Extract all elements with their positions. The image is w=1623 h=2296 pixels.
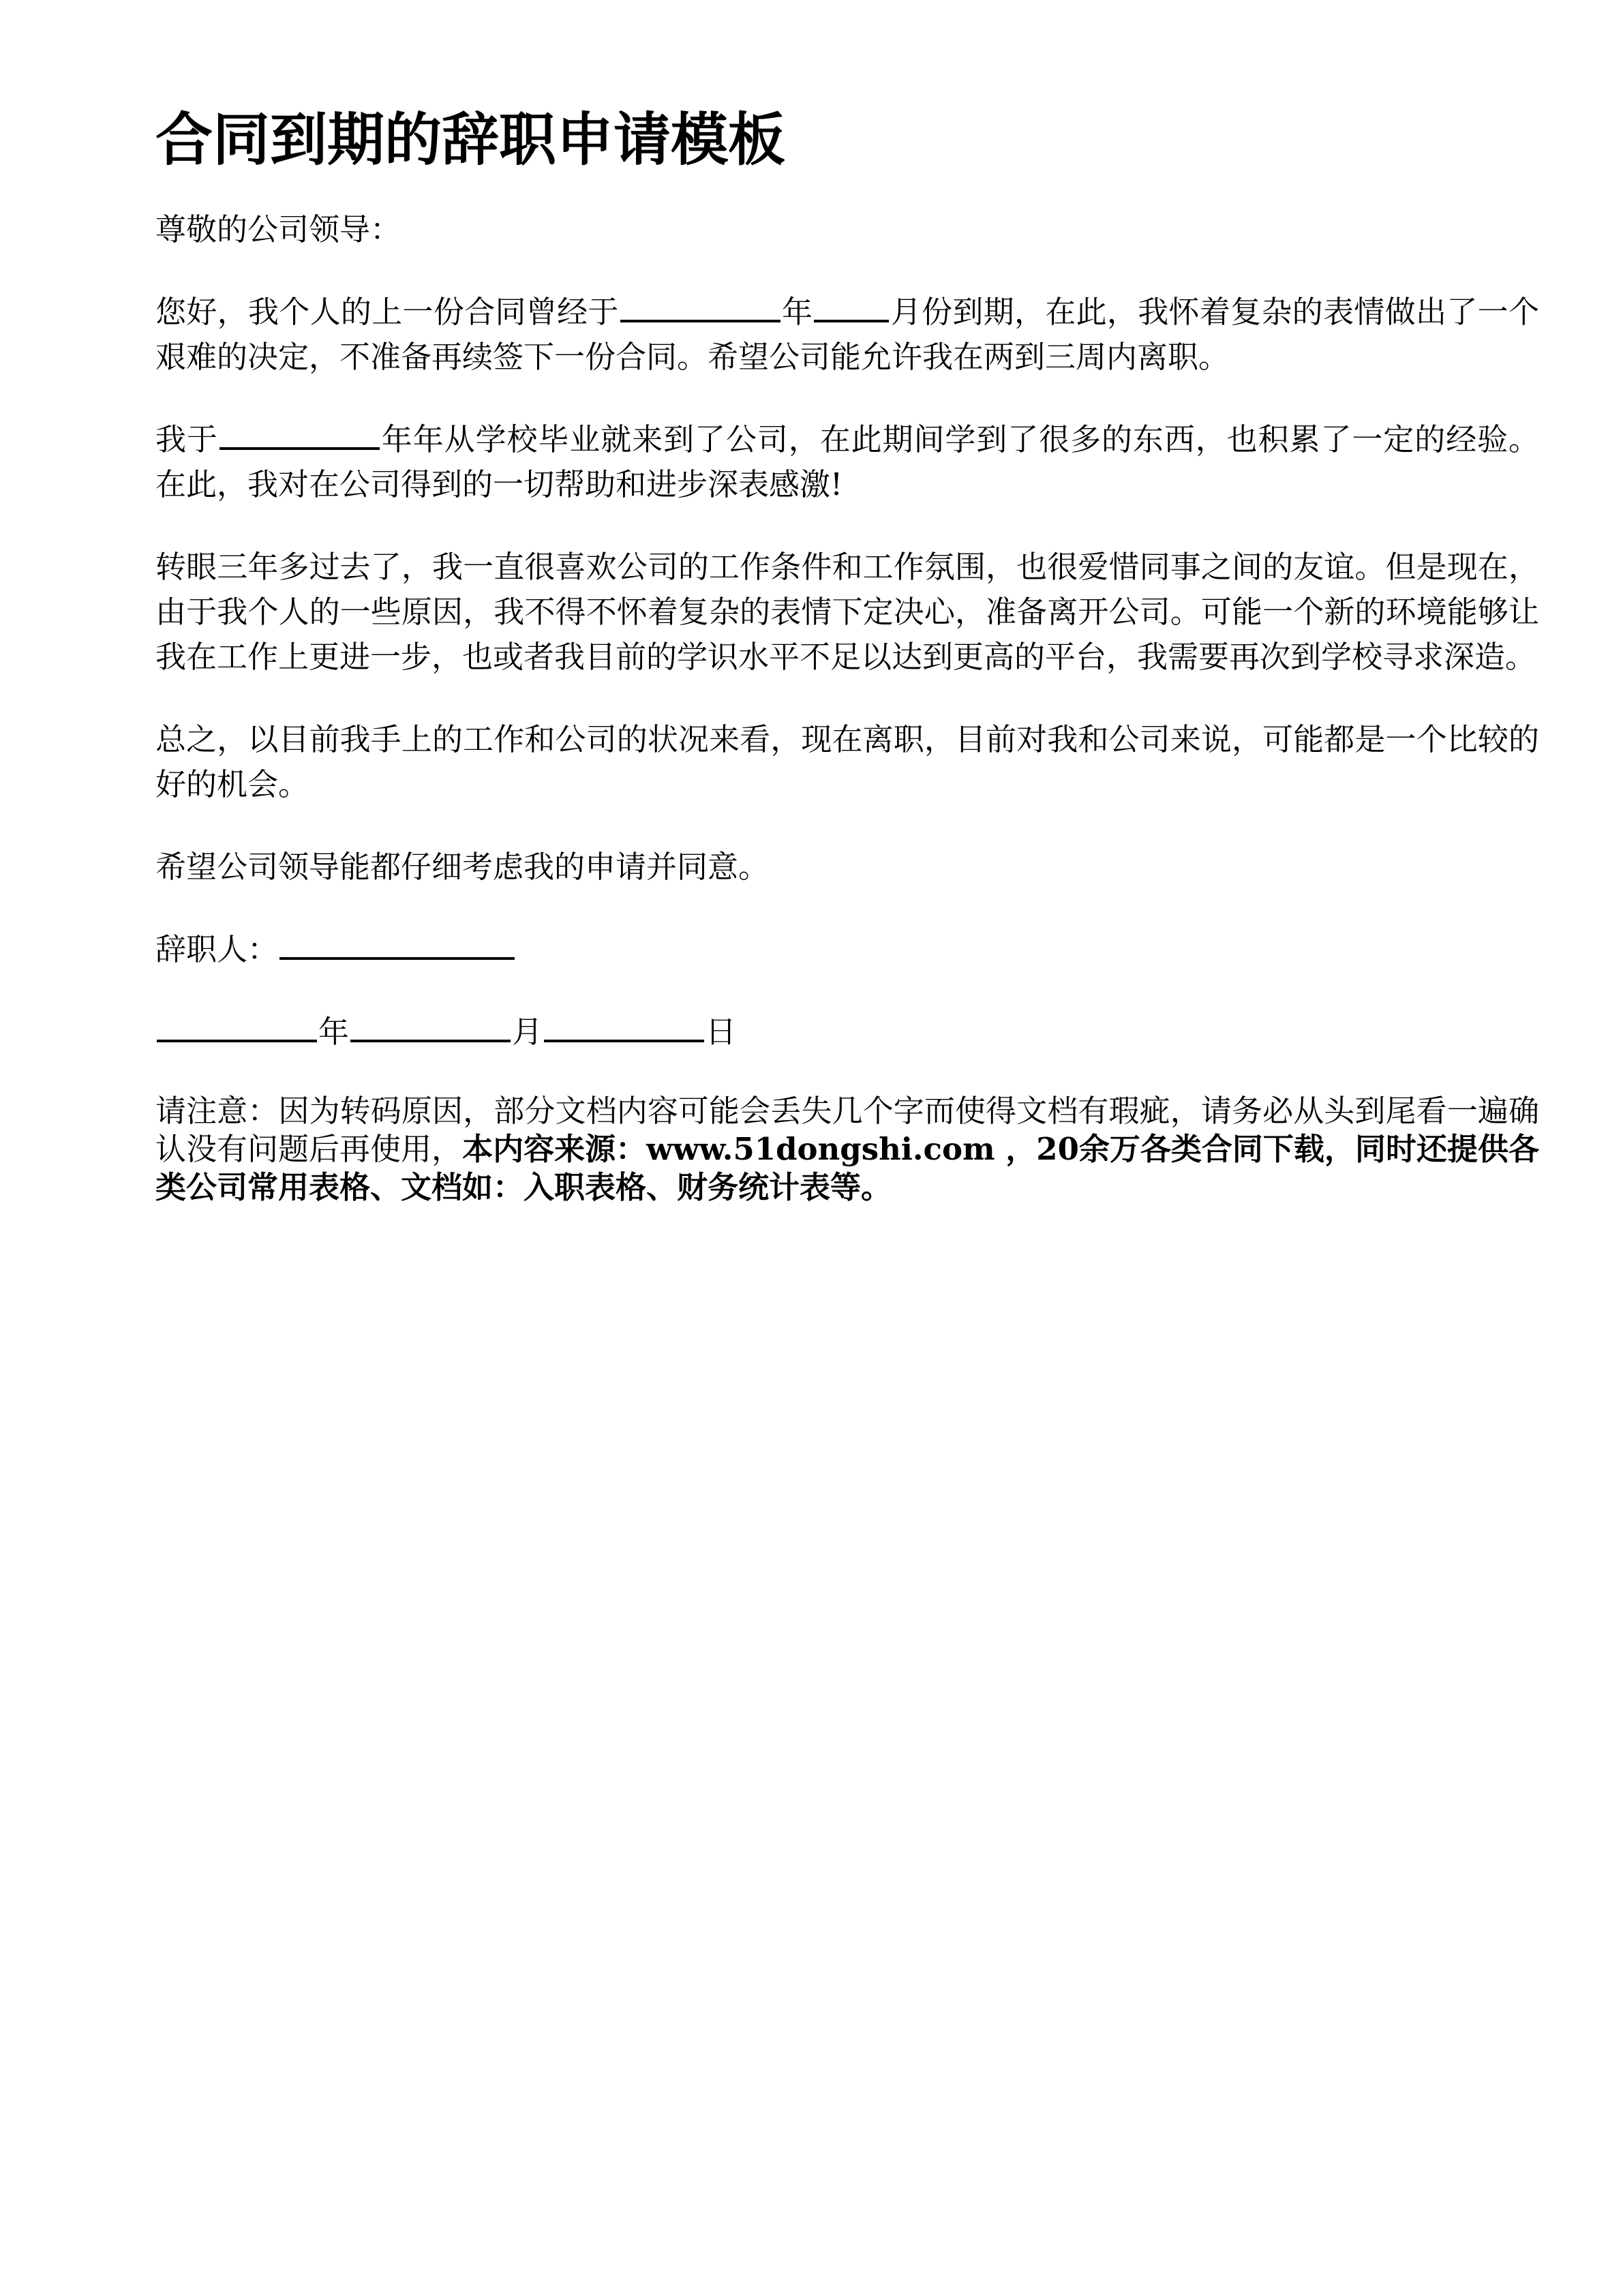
notice-text: 请注意：因为转码原因，部分文档内容可能会丢失几个字而使得文档有瑕疵，请务必从头到尾看一遍确认没有问题后再使用， [155, 1093, 1539, 1167]
document-title: 合同到期的辞职申请模板 [155, 106, 786, 173]
paragraph-text: 您好，我个人的上一份合同曾经于 [155, 294, 619, 330]
paragraph-contract-expiry [155, 290, 1539, 380]
document-body [155, 102, 1539, 1207]
date-year-blank[interactable] [157, 1010, 317, 1042]
signer-row [155, 927, 1539, 972]
paragraph-reasons: 转眼三年多过去了，我一直很喜欢公司的工作条件和工作氛围，也很爱惜同事之间的友谊。但是现在，由于我个人的一些原因，我不得不怀着复杂的表情下定决心，准备离开公司。可能一个新的环境能够让我在工作上更进一步，也或者我目前的学识水平不足以达到更高的平台，我需要再次到学校寻求深造。 [155, 549, 1539, 675]
date-month-blank[interactable] [350, 1010, 511, 1042]
notice-source-text: 本内容来源：www.51dongshi.com ，20余万各类合同下载，同时还提供各类公司常用表格、文档如：入职表格、财务统计表等。 [155, 1131, 1539, 1205]
salutation: 尊敬的公司领导： [155, 211, 401, 247]
date-row [155, 1010, 1539, 1055]
paragraph-text: 月份到期，在此，我怀着复杂的表情做出了一个艰难的决定，不准备再续签下一份合同。希望公司能允许我在两到三周内离职。 [155, 294, 1539, 375]
paragraph-text: 年 [781, 294, 813, 330]
paragraph-conclusion: 总之，以目前我手上的工作和公司的状况来看，现在离职，目前对我和公司来说，可能都是一个比较的好的机会。 [155, 721, 1539, 802]
signer-blank[interactable] [279, 927, 515, 960]
month-blank[interactable] [814, 290, 889, 322]
graduation-year-blank[interactable] [219, 417, 380, 450]
date-year-label: 年 [318, 1014, 350, 1050]
paragraph-graduation [155, 417, 1539, 507]
signer-label: 辞职人： [155, 931, 279, 967]
date-day-label: 日 [706, 1014, 737, 1050]
paragraph-text: 年年从学校毕业就来到了公司，在此期间学到了很多的东西，也积累了一定的经验。在此，我对在公司得到的一切帮助和进步深表感激! [155, 421, 1539, 502]
date-month-label: 月 [512, 1014, 543, 1050]
date-day-blank[interactable] [544, 1010, 704, 1042]
paragraph-request: 希望公司领导能都仔细考虑我的申请并同意。 [155, 849, 770, 885]
year-blank[interactable] [620, 290, 780, 322]
source-notice [155, 1092, 1539, 1207]
paragraph-text: 我于 [155, 421, 218, 457]
